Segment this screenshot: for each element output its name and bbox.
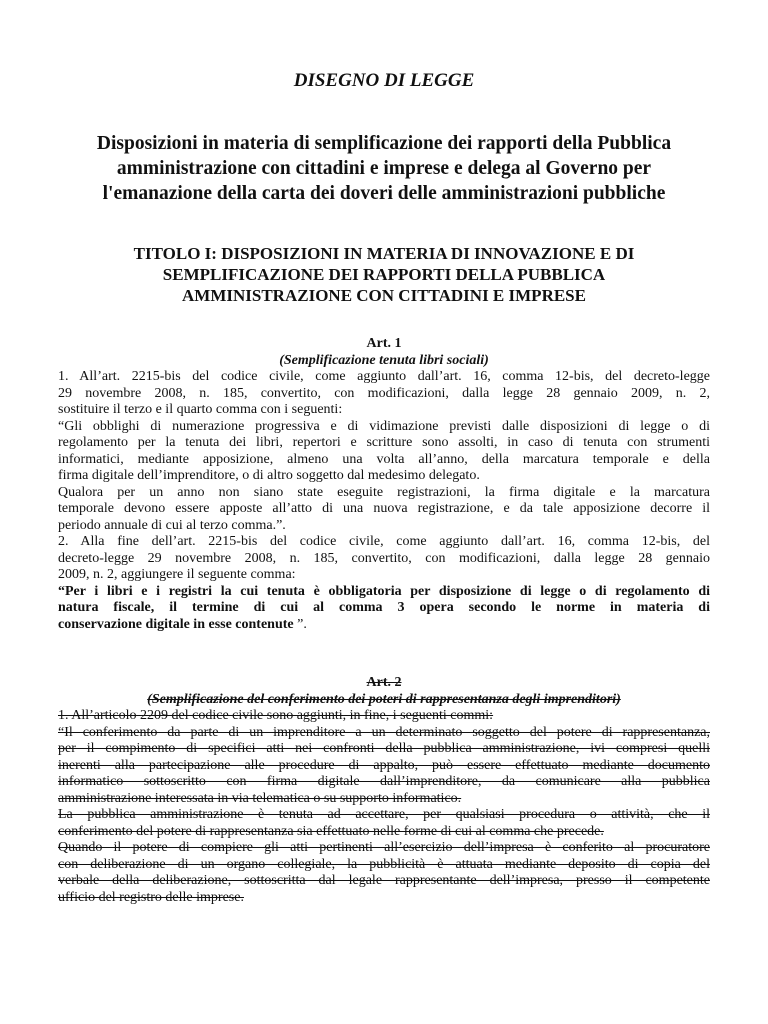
text-line: informatici, mediante apposizione, almeno una volta all’anno, della marcatura temporale e della xyxy=(58,451,710,467)
article-2-intro: 1. All’articolo 2209 del codice civile sono aggiunti, in fine, i seguenti commi: xyxy=(58,708,494,723)
document-title: DISEGNO DI LEGGE xyxy=(293,70,475,91)
article-2-quote-2 xyxy=(58,807,710,840)
text-line xyxy=(58,617,710,634)
text-line: temporale devono essere apposte all’atto di una nuova registrazione, e da tale apposizione decorre il xyxy=(58,501,710,516)
article-2-subtitle: (Semplificazione del conferimento dei poteri di rappresentanza degli imprenditori) xyxy=(147,691,621,707)
text-line: sostituire il terzo e il quarto comma con i seguenti: xyxy=(58,402,343,417)
text-line: La pubblica amministrazione è tenuta ad accettare, per qualsiasi procedura o attività, che il xyxy=(58,807,710,822)
text-line: 29 novembre 2008, n. 185, convertito, con modificazioni, dalla legge 28 gennaio 2009, n. 2, xyxy=(58,385,710,401)
article-1-quote-1 xyxy=(58,419,710,485)
text-line: 1. All’art. 2215-bis del codice civile, come aggiunto dall’art. 16, comma 12-bis, del decreto-legge xyxy=(58,369,710,384)
article-2 xyxy=(58,675,710,906)
text-line: firma digitale dell’imprenditore, o di altro soggetto dal medesimo delegato. xyxy=(58,468,480,483)
text-line: “Per i libri e i registri la cui tenuta è obbligatoria per disposizione di legge o di regolamento di xyxy=(58,583,710,599)
text-line: “Gli obblighi di numerazione progressiva e di vidimazione previsti dalle disposizioni di legge o di xyxy=(58,418,710,434)
article-1-bold-quote xyxy=(58,584,710,634)
text-line: “Il conferimento da parte di un imprenditore a un determinato soggetto del potere di rappresentanza, xyxy=(58,724,710,740)
text-line: per il compimento di specifici atti nei confronti della pubblica amministrazione, ivi compresi quelli xyxy=(58,741,710,756)
subtitle-line: l'emanazione della carta dei doveri delle amministrazioni pubbliche xyxy=(102,183,666,204)
bold-quote-text: conservazione digitale in esse contenute xyxy=(58,616,294,632)
article-1-number: Art. 1 xyxy=(366,336,402,351)
bold-quote-tail: ”. xyxy=(293,616,307,632)
text-line: natura fiscale, il termine di cui al comma 3 opera secondo le norme in materia di xyxy=(58,600,710,615)
section-heading-line: AMMINISTRAZIONE CON CITTADINI E IMPRESE xyxy=(182,286,586,305)
text-line: 2. Alla fine dell’art. 2215-bis del codice civile, come aggiunto dall’art. 16, comma 12-bis, del xyxy=(58,534,710,549)
article-2-quote-3 xyxy=(58,840,710,906)
text-line: inerenti alla partecipazione alle procedure di appalto, può essere effettuato mediante documento xyxy=(58,757,710,773)
text-line: Qualora per un anno non siano state eseguite registrazioni, la firma digitale e la marcatura xyxy=(58,484,710,500)
section-heading-line: SEMPLIFICAZIONE DEI RAPPORTI DELLA PUBBLICA xyxy=(162,265,606,284)
text-line: 2009, n. 2, aggiungere il seguente comma: xyxy=(58,567,296,582)
text-line: informatico sottoscritto con firma digitale dall’imprenditore, da comunicare alla pubblica xyxy=(58,774,710,789)
article-1-subtitle: (Semplificazione tenuta libri sociali) xyxy=(279,352,489,368)
subtitle-line: Disposizioni in materia di semplificazione dei rapporti della Pubblica xyxy=(96,133,672,154)
text-line: ufficio del registro delle imprese. xyxy=(58,889,244,905)
document-subtitle xyxy=(40,131,728,206)
text-line: con deliberazione di un organo collegiale, la pubblicità è attuata mediante deposito di copia del xyxy=(58,856,710,872)
text-line: conferimento del potere di rappresentanza sia effettuato nelle forme di cui al comma che precede. xyxy=(58,823,604,839)
section-heading-line: TITOLO I: DISPOSIZIONI IN MATERIA DI INNOVAZIONE E DI xyxy=(133,244,635,263)
article-2-number: Art. 2 xyxy=(366,675,402,690)
text-line: amministrazione interessata in via telematica o su supporto informatico. xyxy=(58,790,462,806)
section-heading-titolo-1 xyxy=(40,243,728,306)
article-1 xyxy=(58,336,710,633)
text-line: regolamento per la tenuta dei libri, repertori e scritture sono assolti, in caso di tenuta con strumenti xyxy=(58,435,710,450)
text-line: Quando il potere di compiere gli atti pertinenti all’esercizio dell’impresa è conferito al procuratore xyxy=(58,840,710,855)
article-1-paragraph-1 xyxy=(58,369,710,419)
text-line: periodo annuale di cui al terzo comma.”. xyxy=(58,517,286,533)
article-1-paragraph-2 xyxy=(58,534,710,584)
text-line: decreto-legge 29 novembre 2008, n. 185, convertito, con modificazioni, dalla legge 28 gennaio xyxy=(58,550,710,566)
subtitle-line: amministrazione con cittadini e imprese e delega al Governo per xyxy=(116,158,652,179)
article-2-quote-1 xyxy=(58,725,710,808)
article-1-quote-2 xyxy=(58,485,710,535)
text-line: verbale della deliberazione, sottoscritta dal legale rappresentante dell’impresa, presso il competente xyxy=(58,873,710,888)
